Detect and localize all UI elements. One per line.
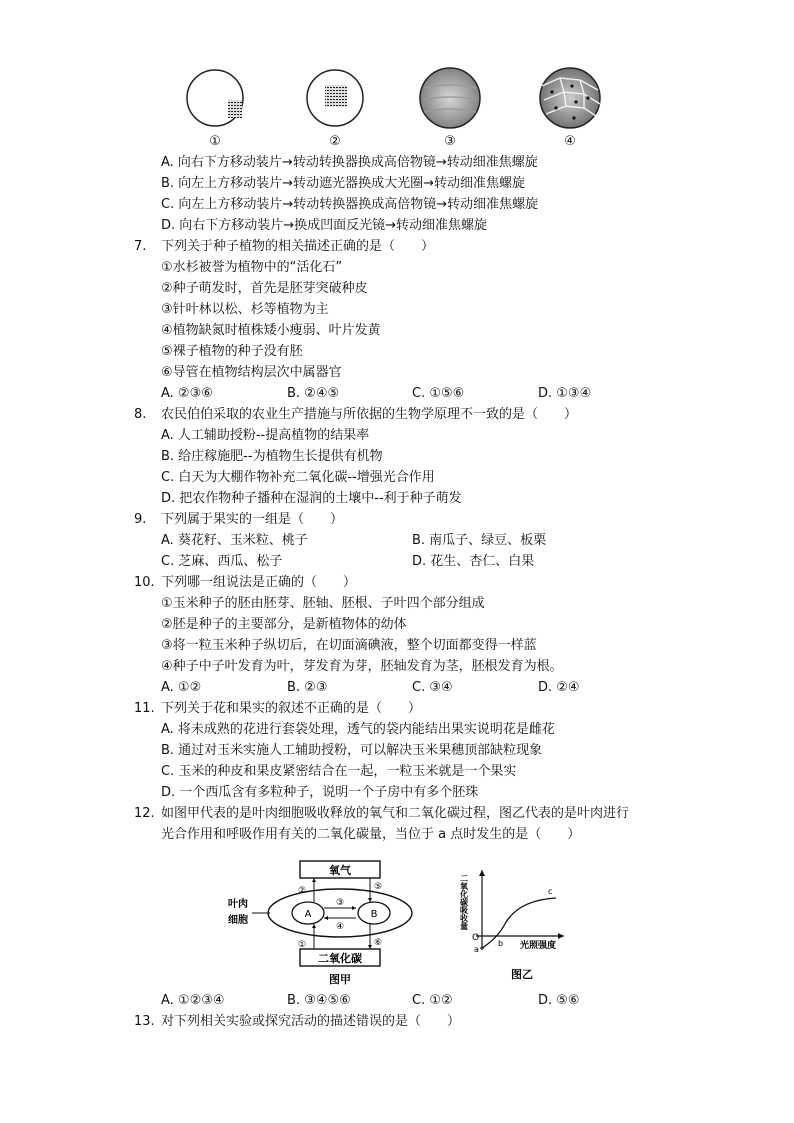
q7-item-5: ⑤裸子植物的种子没有胚 xyxy=(161,344,303,359)
q13-stem: 对下列相关实验或探究活动的描述错误的是（ ） xyxy=(161,1014,461,1029)
q11-number: 11. xyxy=(134,701,155,716)
field-label-4: ④ xyxy=(564,134,576,149)
jia-B: B xyxy=(370,909,378,920)
q10-option-d: D. ②④ xyxy=(538,680,580,695)
jia-num-3: ③ xyxy=(335,898,345,908)
q9-option-b: B. 南瓜子、绿豆、板栗 xyxy=(412,533,547,548)
q11-option-d: D. 一个西瓜含有多粒种子，说明一个子房中有多个胚珠 xyxy=(161,785,479,800)
jia-num-6: ⑥ xyxy=(374,938,383,948)
q12-option-c: C. ①② xyxy=(412,993,453,1008)
jia-num-4: ④ xyxy=(335,922,345,932)
q12-stem-line-1: 如图甲代表的是叶肉细胞吸收释放的氧气和二氧化碳过程，图乙代表的是叶肉进行 xyxy=(161,806,630,821)
q12-option-b: B. ③④⑤⑥ xyxy=(287,993,351,1008)
q13-number: 13. xyxy=(134,1014,155,1029)
jia-A: A xyxy=(304,909,312,920)
field-4 xyxy=(540,68,600,128)
figure-yi xyxy=(452,858,572,986)
q9-option-a: A. 葵花籽、玉米粒、桃子 xyxy=(161,533,308,548)
yi-point-c: c xyxy=(548,887,553,896)
q7-item-4: ④植物缺氮时植株矮小瘦弱、叶片发黄 xyxy=(161,323,381,338)
yi-origin: O xyxy=(472,933,480,943)
q10-stem: 下列哪一组说法是正确的（ ） xyxy=(161,575,357,590)
q10-item-2: ②胚是种子的主要部分，是新植物体的幼体 xyxy=(161,617,407,632)
q8-stem: 农民伯伯采取的农业生产措施与所依据的生物学原理不一致的是（ ） xyxy=(161,407,578,422)
q10-option-b: B. ②③ xyxy=(287,680,328,695)
q12-option-d: D. ⑤⑥ xyxy=(538,993,580,1008)
q9-stem: 下列属于果实的一组是（ ） xyxy=(161,512,344,527)
yi-point-a: a xyxy=(474,945,479,954)
q11-option-a: A. 将未成熟的花进行套袋处理，透气的袋内能结出果实说明花是雌花 xyxy=(161,722,555,737)
jia-cell-label-2: 细胞 xyxy=(228,915,248,926)
q10-option-a: A. ①② xyxy=(161,680,202,695)
q12-option-a: A. ①②③④ xyxy=(161,993,225,1008)
jia-oxygen-label: 氧气 xyxy=(329,864,351,877)
q8-option-a: A. 人工辅助授粉--提高植物的结果率 xyxy=(161,428,370,443)
yi-point-b: b xyxy=(498,939,504,948)
q10-item-4: ④种子中子叶发育为叶，芽发育为芽，胚轴发育为茎，胚根发育为根。 xyxy=(161,659,563,674)
q8-option-d: D. 把农作物种子播种在湿润的土壤中--利于种子萌发 xyxy=(161,491,462,506)
microscope-fields-figure xyxy=(180,60,620,155)
yi-caption: 图乙 xyxy=(511,968,533,981)
q12-stem-line-2: 光合作用和呼吸作用有关的二氧化碳量，当位于 a 点时发生的是（ ） xyxy=(161,827,581,842)
field-2 xyxy=(307,70,363,126)
q10-item-1: ①玉米种子的胚由胚芽、胚轴、胚根、子叶四个部分组成 xyxy=(161,596,485,611)
field-label-1: ① xyxy=(209,134,221,149)
field-label-3: ③ xyxy=(444,134,456,149)
q8-option-c: C. 白天为大棚作物补充二氧化碳--增强光合作用 xyxy=(161,470,435,485)
yi-ylabel: 二氧化碳吸收量 xyxy=(459,874,469,930)
q7-item-6: ⑥导管在植物结构层次中属器官 xyxy=(161,365,342,380)
q6-option-c: C. 向左上方移动装片→转动转换器换成高倍物镜→转动细准焦螺旋 xyxy=(161,197,539,212)
q7-option-b: B. ②④⑤ xyxy=(287,386,340,401)
q11-option-c: C. 玉米的种皮和果皮紧密结合在一起，一粒玉米就是一个果实 xyxy=(161,764,517,779)
q9-number: 9. xyxy=(134,512,147,527)
q6-option-d: D. 向右下方移动装片→换成凹面反光镜→转动细准焦螺旋 xyxy=(161,218,488,233)
q11-stem: 下列关于花和果实的叙述不正确的是（ ） xyxy=(161,701,422,716)
q6-option-a: A. 向右下方移动装片→转动转换器换成高倍物镜→转动细准焦螺旋 xyxy=(161,155,538,170)
q12-number: 12. xyxy=(134,806,155,821)
field-label-2: ② xyxy=(329,134,341,149)
q7-option-a: A. ②③⑥ xyxy=(161,386,213,401)
jia-caption: 图甲 xyxy=(329,973,351,986)
q9-option-c: C. 芝麻、西瓜、松子 xyxy=(161,554,283,569)
jia-num-1: ① xyxy=(298,940,307,950)
jia-co2-label: 二氧化碳 xyxy=(318,952,362,965)
q7-item-1: ①水杉被誉为植物中的“活化石” xyxy=(161,260,343,275)
field-1 xyxy=(187,70,243,126)
figure-jia xyxy=(222,855,422,990)
jia-num-2: ② xyxy=(298,886,307,896)
q6-option-b: B. 向左上方移动装片→转动遮光器换成大光圈→转动细准焦螺旋 xyxy=(161,176,525,191)
q7-number: 7. xyxy=(134,239,147,254)
q7-item-3: ③针叶林以松、杉等植物为主 xyxy=(161,302,329,317)
field-3 xyxy=(420,68,480,128)
jia-cell-label-1: 叶肉 xyxy=(228,899,248,910)
q7-option-c: C. ①⑤⑥ xyxy=(412,386,465,401)
q10-number: 10. xyxy=(134,575,155,590)
jia-num-5: ⑤ xyxy=(374,882,383,892)
yi-xlabel: 光照强度 xyxy=(520,941,557,951)
q7-item-2: ②种子萌发时，首先是胚芽突破种皮 xyxy=(161,281,368,296)
q8-number: 8. xyxy=(134,407,147,422)
q7-option-d: D. ①③④ xyxy=(538,386,592,401)
q9-option-d: D. 花生、杏仁、白果 xyxy=(412,554,535,569)
q10-item-3: ③将一粒玉米种子纵切后，在切面滴碘液，整个切面都变得一样蓝 xyxy=(161,638,537,653)
q11-option-b: B. 通过对玉米实施人工辅助授粉，可以解决玉米果穗顶部缺粒现象 xyxy=(161,743,543,758)
q10-option-c: C. ③④ xyxy=(412,680,453,695)
q8-option-b: B. 给庄稼施肥--为植物生长提供有机物 xyxy=(161,449,383,464)
q7-stem: 下列关于种子植物的相关描述正确的是（ ） xyxy=(161,239,435,254)
